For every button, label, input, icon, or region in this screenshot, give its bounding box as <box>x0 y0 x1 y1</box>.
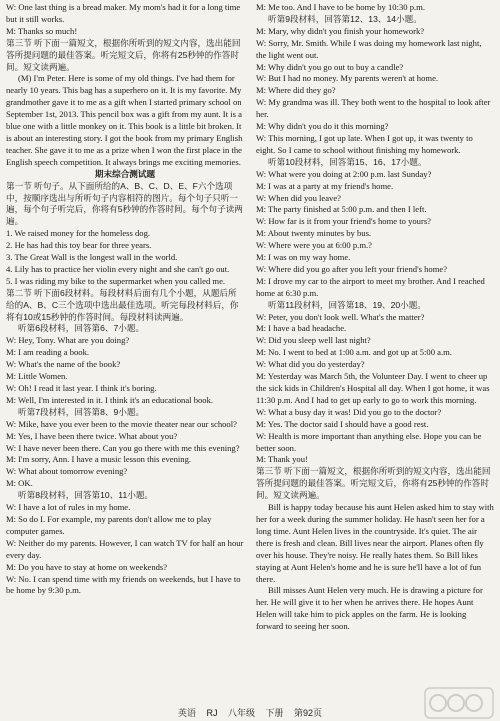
left-text-line: 第一节 听句子。从下面所给的A、B、C、D、E、F六个选项中，按顺序选出与所听句子内容相符的图片。每个句子只听一遍，每个句子听完后，你将有5秒钟的作答时间。每个句子读两遍。 <box>6 180 243 227</box>
right-text-line: Bill is happy today because his aunt Helen asked him to stay with her for a week during the summer holiday. He hasn't seen her for a long time. Aunt Helen lives in the countryside. It's quiet. The air there is fresh and clean. Bill lives near the airport. Planes often fly over his house. They're noisy. He really hates them. So Bill likes staying at Aunt Helen's home and he is sure he'll have a lot of fun there. <box>256 502 494 584</box>
right-text-line: W: How far is it from your friend's home to yours? <box>256 216 431 227</box>
right-text-line: W: When did you leave? <box>256 192 341 203</box>
left-text-line: 2. He has had this toy bear for three years. <box>6 240 152 251</box>
footer-edition: RJ <box>206 708 218 718</box>
left-text-line: M: I am reading a book. <box>6 347 90 358</box>
left-text-line: 期末综合测试题 <box>94 168 156 179</box>
right-text-line: M: Thank you! <box>256 454 308 465</box>
left-text-line: M: Yes, I have been there twice. What about you? <box>6 430 178 441</box>
left-text-line: M: OK. <box>6 478 33 489</box>
left-text-line: W: What's the name of the book? <box>6 359 121 370</box>
right-text-line: M: Yesterday was March 5th, the Volunteer Day. I went to cheer up the sick kids in Children's Hospital all day. When I got home, it was 11:30 p.m. And I had to get up early to go to work this morning. <box>256 371 490 405</box>
left-text-line: 1. We raised money for the homeless dog. <box>6 228 151 239</box>
footer-page-number: 第92页 <box>294 708 323 718</box>
left-text-line: M: Well, I'm interested in it. I think it's an educational book. <box>6 394 214 405</box>
right-text-line: M: I was on my way home. <box>256 252 351 263</box>
right-text-line: Bill misses Aunt Helen very much. He is drawing a picture for her. He will give it to her when he arrives there. He hopes Aunt Helen will take him to pick apples on the farm. He is looking forward to seeing her soon. <box>256 585 483 632</box>
right-text-line: M: The party finished at 5:00 p.m. and then I left. <box>256 204 427 215</box>
right-text-line: W: But I had no money. My parents weren't at home. <box>256 73 439 84</box>
left-text-line: W: What about tomorrow evening? <box>6 466 128 477</box>
left-text-line: 5. I was riding my bike to the supermarket when you called me. <box>6 275 226 286</box>
footer-subject: 英语 <box>177 708 196 718</box>
right-text-line: W: My grandma was ill. They both went to the hospital to look after her. <box>256 97 491 120</box>
left-text-line: W: Mike, have you ever been to the movie theater near our school? <box>6 418 237 429</box>
right-text-line: W: Where did you go after you left your friend's home? <box>256 263 448 274</box>
footer-term: 下册 <box>265 708 284 718</box>
left-text-line: W: Hey, Tony. What are you doing? <box>6 335 130 346</box>
right-text-line: M: About twenty minutes by bus. <box>256 228 372 239</box>
right-text-line: M: I was at a party at my friend's home. <box>256 180 394 191</box>
right-text-line: M: I drove my car to the airport to meet my brother. And I reached home at 6:30 p.m. <box>256 275 485 298</box>
right-text-line: 听第11段材料，回答第18、19、20小题。 <box>268 299 426 310</box>
right-text-line: 听第10段材料，回答第15、16、17小题。 <box>268 156 427 167</box>
watermark-logo-icon <box>424 687 494 719</box>
left-text-line: 3. The Great Wall is the longest wall in the world. <box>6 252 178 263</box>
right-text-line: M: Yes. The doctor said I should have a good rest. <box>256 418 429 429</box>
left-text-line: (M) I'm Peter. Here is some of my old things. I've had them for nearly 10 years. This bag has a superhero on it. It is my favorite. My grandmother gave it to me as a gift when I started primary school on September 1st, 2013. This pencil box was a gift from my aunt. It is a blue one with a little monkey on it. This book is a little bit broken. It is about an interesting story. I got the book from my primary English teacher. She gave it to me as a prize when I won the first place in the English speech competition. It always brings me exciting memories. <box>6 73 243 167</box>
right-column <box>256 2 494 633</box>
right-text-line: M: Why didn't you do it this morning? <box>256 121 389 132</box>
right-text-line: M: Me too. And I have to be home by 10:30 p.m. <box>256 2 425 12</box>
right-text-line: W: Did you sleep well last night? <box>256 335 371 346</box>
left-text-line: W: No. I can spend time with my friends on weekends, but I have to be home by 9:30 p.m. <box>6 573 241 596</box>
right-text-line: W: What a busy day it was! Did you go to the doctor? <box>256 406 442 417</box>
left-text-line: M: Thanks so much! <box>6 25 78 36</box>
right-text-line: W: Peter, you don't look well. What's the matter? <box>256 311 425 322</box>
left-text-line: M: Do you have to stay at home on weekends? <box>6 561 168 572</box>
left-text-line: W: Neither do my parents. However, I can watch TV for half an hour every day. <box>6 537 244 560</box>
left-text-line: W: One last thing is a bread maker. My mom's had it for a long time but it still works. <box>6 2 241 24</box>
left-text-line: 4. Lily has to practice her violin every night and she can't go out. <box>6 263 230 274</box>
right-text-line: M: No. I went to bed at 1:00 a.m. and got up at 5:00 a.m. <box>256 347 452 358</box>
right-text-line: W: Sorry, Mr. Smith. While I was doing my homework last night, the light went out. <box>256 37 482 60</box>
left-text-line: M: I'm sorry, Ann. I have a music lesson this evening. <box>6 454 192 465</box>
left-text-line: 第二节 听下面6段材料。每段材料后面有几个小题，从题后所给的A、B、C三个选项中选出最佳选项。听完每段材料后，你将有10或15秒钟的作答时间。每段材料读两遍。 <box>6 287 239 322</box>
left-text-line: 听第7段材料，回答第8、9小题。 <box>18 406 145 417</box>
left-column <box>6 2 244 597</box>
right-text-line: W: This morning, I got up late. When I got up, it was twenty to eight. So I came to school without finishing my homework. <box>256 132 473 155</box>
right-text-line: W: What did you do yesterday? <box>256 359 365 370</box>
left-text-line: W: I have never been there. Can you go there with me this evening? <box>6 442 240 453</box>
right-text-line: 听第9段材料，回答第12、13、14小题。 <box>268 13 422 24</box>
right-text-line: W: Where were you at 6:00 p.m.? <box>256 240 372 251</box>
right-text-line: M: Why didn't you go out to buy a candle? <box>256 61 404 72</box>
left-text-line: W: I have a lot of rules in my home. <box>6 502 131 513</box>
left-text-line: 听第8段材料，回答第10、11小题。 <box>18 490 154 501</box>
right-text-line: 第三节 听下面一篇短文，根据你所听到的短文内容，选出能回答所提问题的最佳答案。听完短文后，你将有25秒钟的作答时间。短文读两遍。 <box>256 466 491 501</box>
right-text-line: M: Mary, why didn't you finish your homework? <box>256 25 425 36</box>
footer-grade: 八年级 <box>227 708 255 718</box>
left-text-line: M: Little Women. <box>6 371 68 382</box>
right-text-line: M: Where did they go? <box>256 85 336 96</box>
left-text-line: W: Oh! I read it last year. I think it's boring. <box>6 383 157 393</box>
right-text-line: W: Health is more important than anything else. Hope you can be better soon. <box>256 430 482 453</box>
right-text-line: M: I have a bad headache. <box>256 323 347 334</box>
left-text-line: 第三节 听下面一篇短文，根据你所听到的短文内容，选出能回答所提问题的最佳答案。听完短文后，你将有25秒钟的作答时间。短文读两遍。 <box>6 37 241 72</box>
right-text-line: W: What were you doing at 2:00 p.m. last Sunday? <box>256 168 432 179</box>
left-text-line: 听第6段材料，回答第6、7小题。 <box>18 323 145 334</box>
left-text-line: M: So do I. For example, my parents don't allow me to play computer games. <box>6 513 212 536</box>
